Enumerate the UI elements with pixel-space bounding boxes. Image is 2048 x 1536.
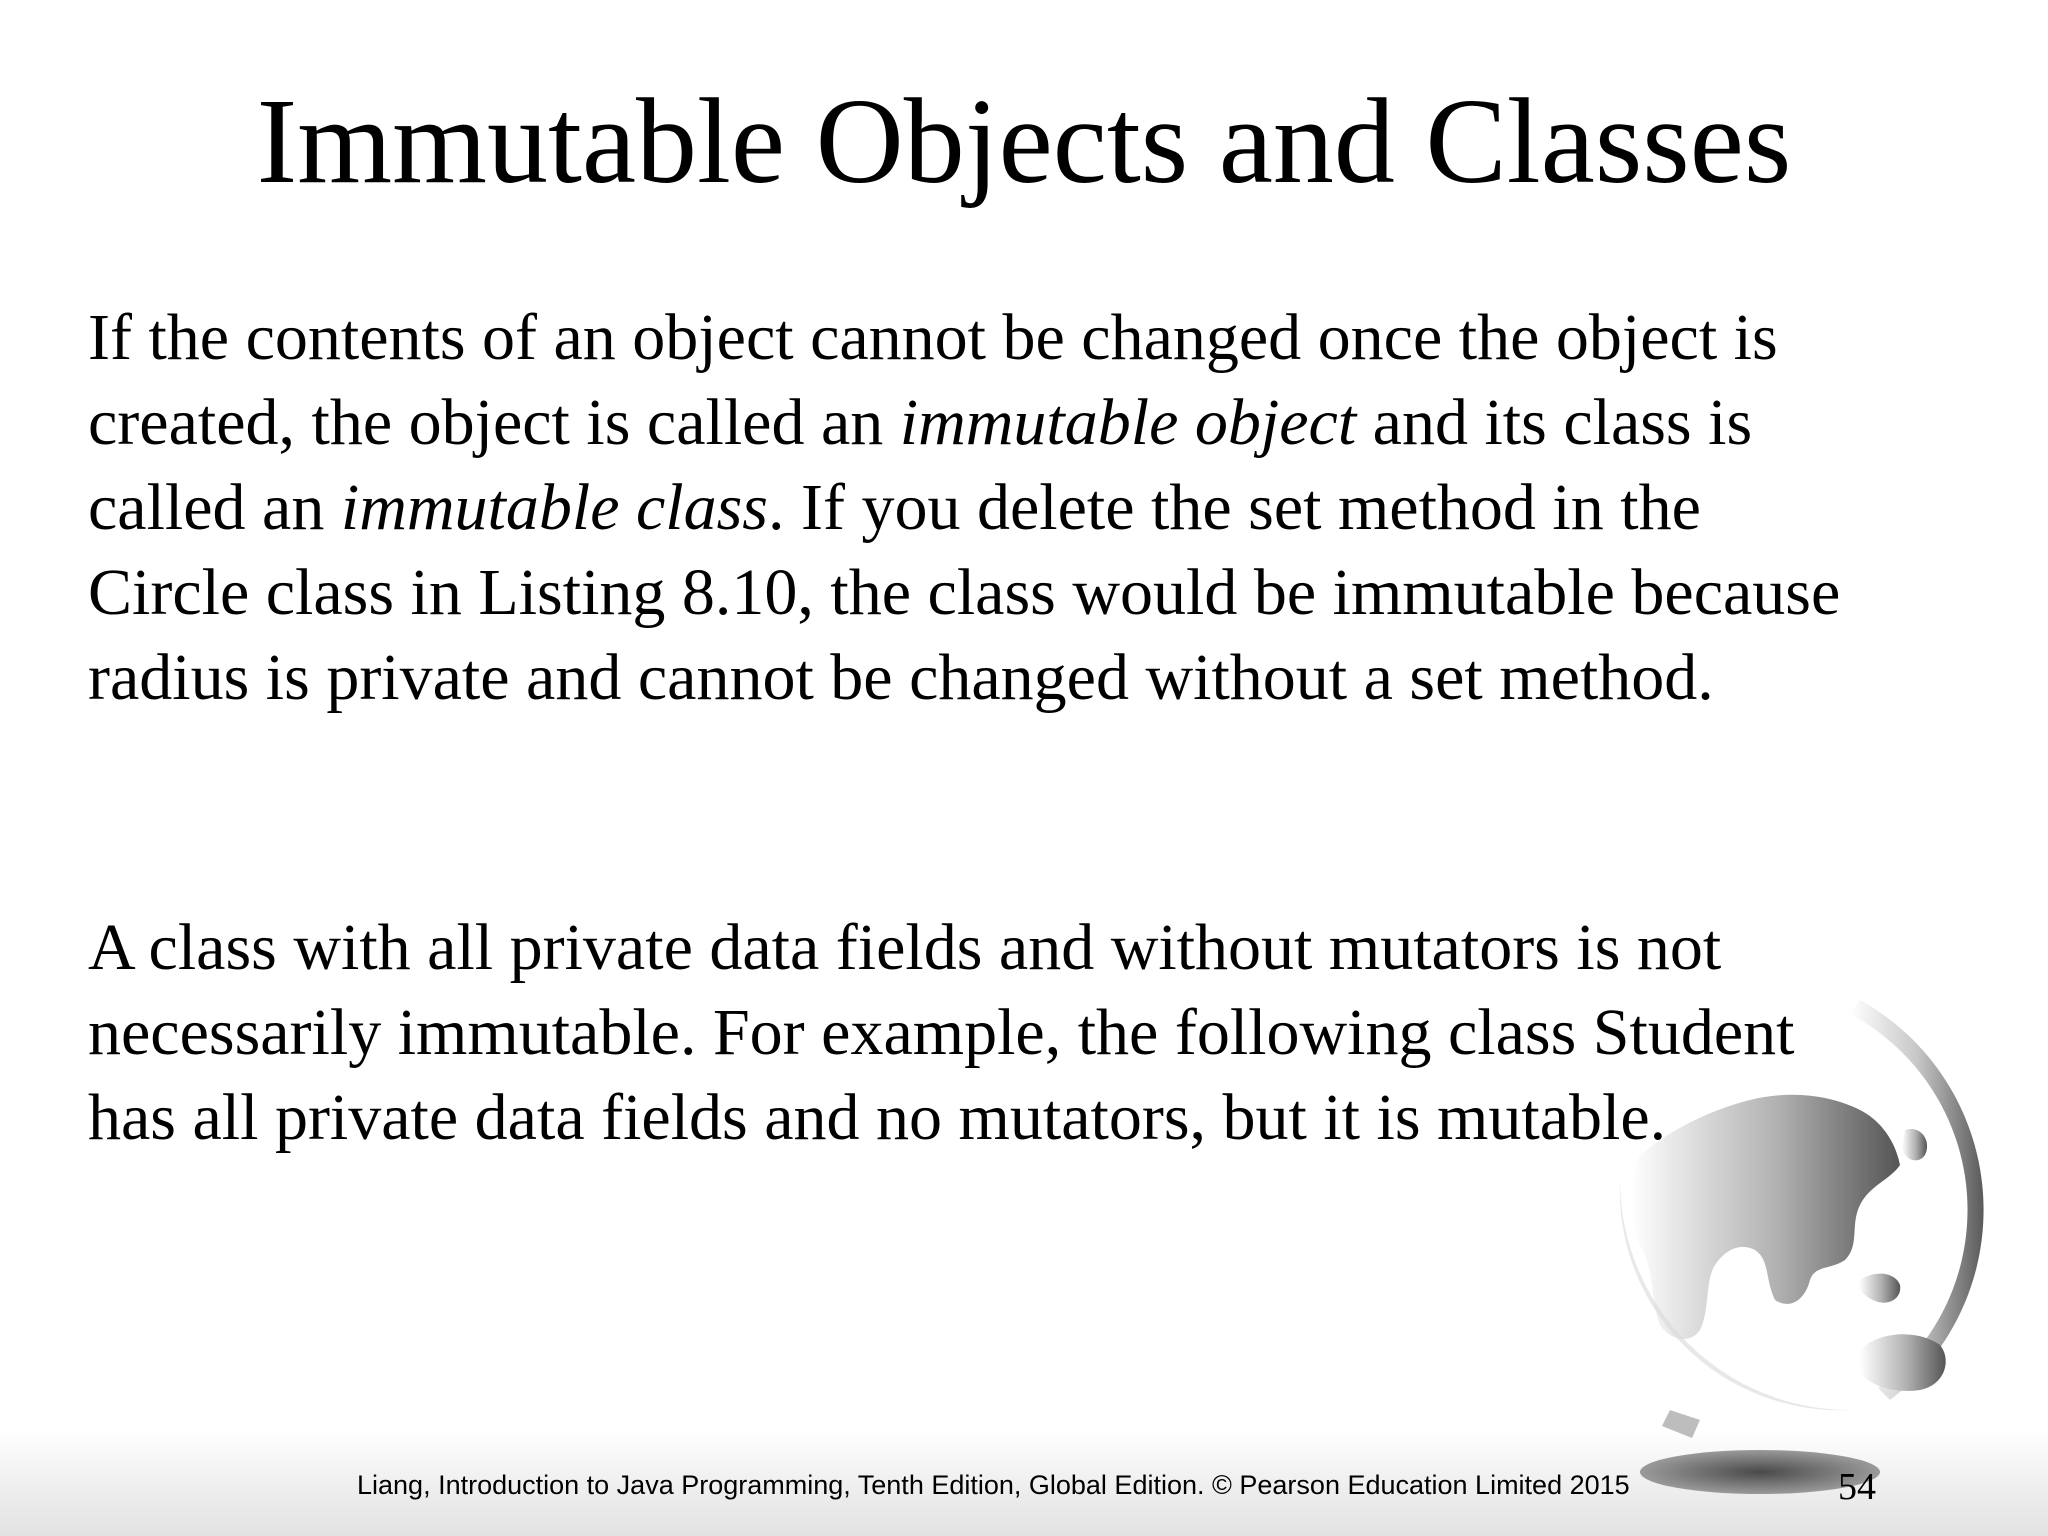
paragraph-line: A class with all private data fields and without mutators is not bbox=[88, 911, 1722, 984]
paragraph-mutable-example bbox=[88, 905, 2008, 1160]
paragraph-line: If the contents of an object cannot be changed once the object is bbox=[88, 301, 1778, 374]
slide-title: Immutable Objects and Classes bbox=[256, 74, 1792, 209]
text-run: . If you delete the set method in the bbox=[768, 471, 1701, 544]
paragraph-line bbox=[88, 380, 2008, 465]
term-immutable-class: immutable class bbox=[340, 471, 768, 544]
text-run: and its class is bbox=[1356, 386, 1753, 459]
paragraph-line: has all private data fields and no mutators, but it is mutable. bbox=[88, 1081, 1667, 1154]
paragraph-line bbox=[88, 465, 2008, 550]
footer-credit: Liang, Introduction to Java Programming, Tenth Edition, Global Edition. © Pearson Education Limited 2015 bbox=[357, 1470, 1630, 1500]
paragraph-line: necessarily immutable. For example, the following class Student bbox=[88, 996, 1795, 1069]
paragraph-line: Circle class in Listing 8.10, the class would be immutable because bbox=[88, 556, 1841, 629]
text-run: called an bbox=[88, 471, 341, 544]
text-run: created, the object is called an bbox=[88, 386, 900, 459]
term-immutable-object: immutable object bbox=[899, 386, 1357, 459]
paragraph-line: radius is private and cannot be changed without a set method. bbox=[88, 641, 1714, 714]
paragraph-immutable-definition bbox=[88, 295, 2008, 720]
page-number: 54 bbox=[1838, 1466, 1876, 1508]
